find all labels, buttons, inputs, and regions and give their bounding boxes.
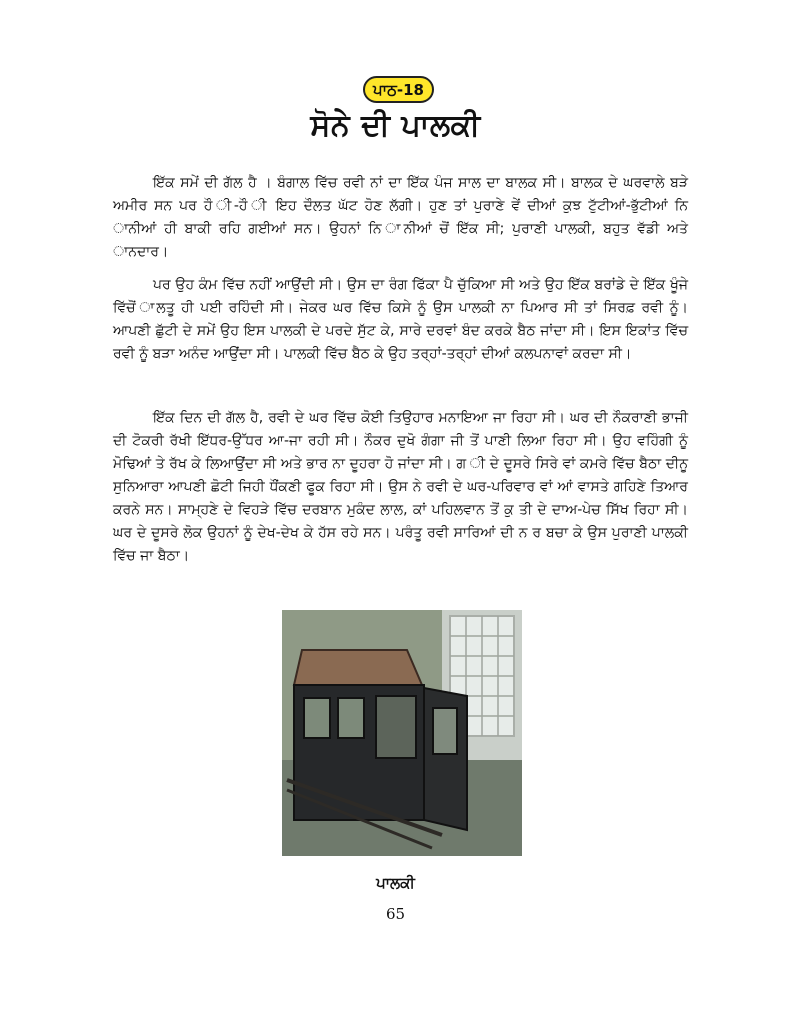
paragraph-text: ਇੱਕ ਦਿਨ ਦੀ ਗੱਲ ਹੈ, ਰਵੀ ਦੇ ਘਰ ਵਿੱਚ ਕੋਈ ਤਿਉਹਾਰ ਮਨਾਇਆ ਜਾ ਰਿਹਾ ਸੀ। ਘਰ ਦੀ ਨੌਕਰਾਣੀ ਭਾਜੀ ਦੀ ਟੋਕਰੀ ਰੱਖੀ ਇੱਧਰ-ਉੱਧਰ ਆ-ਜਾ ਰਹੀ ਸੀ। ਨੌਕਰ ਦੁਖੋ ਗੰਗਾ ਜੀ ਤੋਂ ਪਾਣੀ ਲਿਆ ਰਿਹਾ ਸੀ। ਉਹ ਵਹਿੰਗੀ ਨੂੰ ਮੋਢਿਆਂ ਤੇ ਰੱਖ ਕੇ ਲਿਆਉਂਦਾ ਸੀ ਅਤੇ ਭਾਰ ਨਾ ਦੂਹਰਾ ਹੋ ਜਾਂਦਾ ਸੀ। ਗ ੀ ਦੇ ਦੂਸਰੇ ਸਿਰੇ ਵਾਂ ਕਮਰੇ ਵਿੱਚ ਬੈਠਾ ਦੀਨੂ ਸੁਨਿਆਰਾ ਆਪਣੀ ਛੋਟੀ ਜਿਹੀ ਧੌਂਕਣੀ ਫੂਕ ਰਿਹਾ ਸੀ। ਉਸ ਨੇ ਰਵੀ ਦੇ ਘਰ-ਪਰਿਵਾਰ ਵਾਂ ਆਂ ਵਾਸਤੇ ਗਹਿਣੇ ਤਿਆਰ ਕਰਨੇ ਸਨ। ਸਾਮ੍ਹਣੇ ਦੇ ਵਿਹੜੇ ਵਿੱਚ ਦਰਬਾਨ ਮੁਕੰਦ ਲਾਲ, ਕਾਂ ਪਹਿਲਵਾਨ ਤੋਂ ਕੁ ਤੀ ਦੇ ਦਾਅ-ਪੇਚ ਸਿੱਖ ਰਿਹਾ ਸੀ। ਘਰ ਦੇ ਦੂਸਰੇ ਲੋਕ ਉਹਨਾਂ ਨੂੰ ਦੇਖ-ਦੇਖ ਕੇ ਹੱਸ ਰਹੇ ਸਨ। ਪਰੰਤੂ ਰਵੀ ਸਾਰਿਆਂ ਦੀ ਨ ਰ ਬਚਾ ਕੇ ਉਸ ਪੁਰਾਣੀ ਪਾਲਕੀ ਵਿੱਚ ਜਾ ਬੈਠਾ। — [113, 410, 688, 564]
page-number: 65 — [385, 905, 406, 923]
paragraph-text: ਇੱਕ ਸਮੇਂ ਦੀ ਗੱਲ ਹੈ । ਬੰਗਾਲ ਵਿੱਚ ਰਵੀ ਨਾਂ ਦਾ ਇੱਕ ਪੰਜ ਸਾਲ ਦਾ ਬਾਲਕ ਸੀ। ਬਾਲਕ ਦੇ ਘਰਵਾਲੇ ਬੜੇ ਅਮੀਰ ਸਨ ਪਰ ਹੌ ੀ-ਹੌ ੀ ਇਹ ਦੌਲਤ ਘੱਟ ਹੋਣ ਲੱਗੀ। ਹੁਣ ਤਾਂ ਪੁਰਾਣੇ ਵੇਂ ਦੀਆਂ ਕੁਝ ਟੁੱਟੀਆਂ-ਭੁੱਟੀਆਂ ਨਿ ਾਨੀਆਂ ਹੀ ਬਾਕੀ ਰਹਿ ਗਈਆਂ ਸਨ। ਉਹਨਾਂ ਨਿ ਾਨੀਆਂ ਚੋਂ ਇੱਕ ਸੀ; ਪੁਰਾਣੀ ਪਾਲਕੀ, ਬਹੁਤ ਵੱਡੀ ਅਤੇ ਾਨਦਾਰ। — [113, 175, 688, 260]
paragraph-text: ਪਰ ਉਹ ਕੰਮ ਵਿੱਚ ਨਹੀਂ ਆਉਂਦੀ ਸੀ। ਉਸ ਦਾ ਰੰਗ ਫਿੱਕਾ ਪੈ ਚੁੱਕਿਆ ਸੀ ਅਤੇ ਉਹ ਇੱਕ ਬਰਾਂਡੇ ਦੇ ਇੱਕ ਖੂੰਜੇ ਵਿੱਚੋਂ ਾਲਤੂ ਹੀ ਪਈ ਰਹਿੰਦੀ ਸੀ। ਜੇਕਰ ਘਰ ਵਿੱਚ ਕਿਸੇ ਨੂੰ ਉਸ ਪਾਲਕੀ ਨਾ ਪਿਆਰ ਸੀ ਤਾਂ ਸਿਰਫ਼ ਰਵੀ ਨੂੰ। ਆਪਣੀ ਛੁੱਟੀ ਦੇ ਸਮੇਂ ਉਹ ਇਸ ਪਾਲਕੀ ਦੇ ਪਰਦੇ ਸੁੱਟ ਕੇ, ਸਾਰੇ ਦਰਵਾਂ ਬੰਦ ਕਰਕੇ ਬੈਠ ਜਾਂਦਾ ਸੀ। ਇਸ ਇਕਾਂਤ ਵਿੱਚ ਰਵੀ ਨੂੰ ਬੜਾ ਅਨੰਦ ਆਉਂਦਾ ਸੀ। ਪਾਲਕੀ ਵਿੱਚ ਬੈਠ ਕੇ ਉਹ ਤਰ੍ਹਾਂ-ਤਰ੍ਹਾਂ ਦੀਆਂ ਕਲਪਨਾਵਾਂ ਕਰਦਾ ਸੀ। — [113, 277, 688, 362]
page-title: ਸੋਨੇ ਦੀ ਪਾਲਕੀ — [310, 108, 481, 143]
palanquin-photo — [282, 610, 522, 856]
paragraph-2 — [113, 274, 688, 366]
paragraph-1 — [113, 172, 688, 264]
lesson-badge — [363, 76, 434, 103]
image-caption: ਪਾਲਕੀ — [376, 874, 415, 892]
lesson-label: ਪਾਠ-18 — [373, 80, 424, 99]
paragraph-3 — [113, 407, 688, 568]
